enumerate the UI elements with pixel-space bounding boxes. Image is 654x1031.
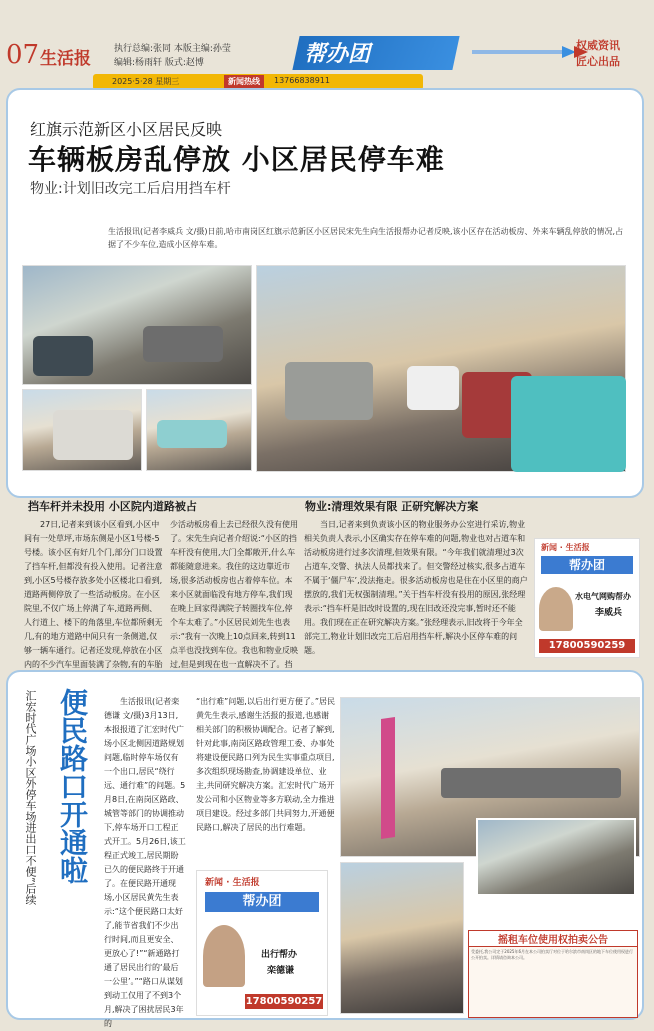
story2-col1: 生活报讯(记者栾德谦 文/摄)3月13日,本报报道了汇宏时代广场小区北侧因道路规划问题,临时停车场仅有一个出口,居民“绕行远、通行难”的问题。5月8日,在南岗区路政、城管等部门的协调推动下,停车场开口工程正式开工。5月26日,该工程正式竣工,居民期盼已久的便民路终于开通了。在便民路开通现场,小区居民黄先生表示:“这个便民路口太好了,能节省我们不少出行时间,而且更安全、更放心了!”“新通路打通了居民出行的‘最后一公里’。”“路口从谋划到动工仅用了不到3个月,解决了困扰居民3年的 — [104, 697, 186, 1028]
ad2-role: 出行帮办 — [261, 950, 298, 960]
paper-logo: 生活报 — [40, 49, 91, 69]
helper-photo-2 — [203, 925, 245, 987]
hotline-label: 新闻热线 — [224, 75, 264, 88]
slogan-line-1: 权威资讯 — [576, 39, 620, 52]
photo-parked-scooters — [22, 265, 252, 385]
ad2-phone: 17800590257 — [245, 996, 323, 1007]
helper-photo-1 — [539, 587, 573, 631]
ad1-role: 水电气网购帮办 — [575, 592, 631, 601]
section-title: 帮办团 — [304, 42, 371, 67]
ad2-name: 栾德谦 — [267, 966, 295, 976]
story1-subhead: 物业:计划旧改完工后启用挡车杆 — [30, 181, 231, 197]
story2-subhead: 汇宏时代广场小区外停车场进出口不便”后续 — [24, 690, 37, 905]
notice-text: 受委托,我公司定于2025年6月在本公司拍卖厅对位于哈尔滨市南岗区的地下车位使用权进行公开拍卖。详情请咨询本公司。 — [471, 949, 633, 960]
ad1-title: 帮办团 — [541, 556, 633, 574]
story2-col2: “出行难”问题,以后出行更方便了。”居民黄先生表示,感谢生活报的报道,也感谢相关部门的积极协调配合。记者了解到,针对此事,南岗区路政管理工委、办事处将建设便民路口列为民生实事重点项目,多次组织现场勘查,协调建设单位、业主,共同研究解决方案。汇宏时代广场开发公司和小区物业等多方联动,全力推进项目建设。经过多部门共同努力,开通便民路口,解决了居民的出行难题。 — [196, 697, 335, 832]
editor-credits — [114, 42, 231, 70]
story1-section3-head: 物业:清理效果有限 正研究解决方案 — [305, 500, 479, 513]
slogan — [576, 38, 620, 70]
arrow-decoration-icon — [472, 46, 592, 58]
story2-headline: 便民路口开通啦 — [56, 688, 89, 884]
ad2-title: 帮办团 — [205, 892, 319, 912]
photo-crowd-opening — [340, 862, 464, 1014]
helper-ad-2 — [196, 870, 328, 1016]
ad2-badge: 新闻 · 生活报 — [205, 878, 260, 888]
story1-headline: 车辆板房乱停放 小区居民停车难 — [28, 143, 445, 176]
hotline-number: 13766838911 — [274, 76, 330, 85]
editor-line-1: 执行总编:张同 本版主编:孙莹 — [114, 44, 231, 54]
helper-ad-1 — [534, 538, 640, 658]
slogan-line-2: 匠心出品 — [576, 55, 620, 68]
issue-date: 2025·5·28 星期三 — [112, 77, 180, 86]
photo-crowded-lane — [256, 265, 626, 472]
photo-teal-car — [146, 389, 252, 471]
ad1-name: 李威兵 — [595, 608, 623, 618]
story1-lead: 生活报讯(记者李威兵 文/摄)日前,哈市南岗区红旗示范新区小区居民宋先生向生活报帮办记者反映,该小区存在活动板房、外来车辆乱停放的情况,占据了不少车位,造成小区停车难。 — [108, 227, 624, 249]
auction-notice — [468, 930, 638, 1018]
photo-road-inset — [476, 818, 636, 896]
ad1-phone: 17800590259 — [539, 639, 635, 653]
story1-section2-head: 挡车杆并未投用 小区院内道路被占 — [28, 500, 197, 513]
photo-white-van — [22, 389, 142, 471]
editor-line-2: 编辑:杨雨轩 版式:赵博 — [114, 58, 204, 68]
notice-title: 摇租车位使用权拍卖公告 — [469, 931, 637, 947]
story1-kicker: 红旗示范新区小区居民反映 — [30, 120, 223, 139]
page-number: 07 — [6, 40, 40, 70]
story1-section3-text: 当日,记者来到负责该小区的物业服务办公室进行采访,物业相关负责人表示,小区确实存在停车难的问题,物业也对占道车和活动板房进行过多次清理,但效果有限。“今年我们就清理过3次占道车,交警、执法人员都找来了。但交警经过核实,很多占道车不属于‘僵尸车’,没法拖走。很多活动板房也是住在小区里的商户摆放的,我们无权强制清理。”关于挡车杆没有投用的原因,张经理表示:“挡车杆是旧改时设置的,现在旧改还没完事,暂时还不能用。我们现在正在研究解决方案。”张经理表示,旧改将于今年全部完工,物业计划旧改完工后启用挡车杆,解决小区停车难的问题。 — [304, 520, 528, 655]
story1-section2-col2: 少活动板房看上去已经很久没有使用了。宋先生向记者介绍说:“小区的挡车杆没有使用,大门全都敞开,什么车都能随意进来。我住的这边靠近市场,很多活动板房也占着停车位。本来小区就面临没有地方停车,我们现在晚上回家得满院子转圈找车位,停个车太难了。”小区居民刘先生也表示:“我有一次晚上10点回来,转到11点半也没找到车位。我也和物业反映过,但是到现在也一直解决不了。挡 — [170, 520, 298, 669]
story1-section2-col1: 27日,记者来到该小区看到,小区中间有一处草坪,市场东侧是小区1号楼-5号楼。该小区有好几个门,部分门口设置了挡车杆,但都没有投入使用。记者注意到,小区5号楼存放多处小区楼北口看到,道路两侧停放了一些活动板房。在小区院里,不仅广场上停满了车,道路两侧、人行道上、楼下的角落里,车位都所剩无几,有的地方道路中间只有一条侧道,仅够一辆车通行。记者还发现,停放在小区内的不少汽车里面装满了杂物,有的车胎 — [24, 520, 163, 669]
ad1-badge: 新闻 · 生活报 — [541, 543, 590, 552]
